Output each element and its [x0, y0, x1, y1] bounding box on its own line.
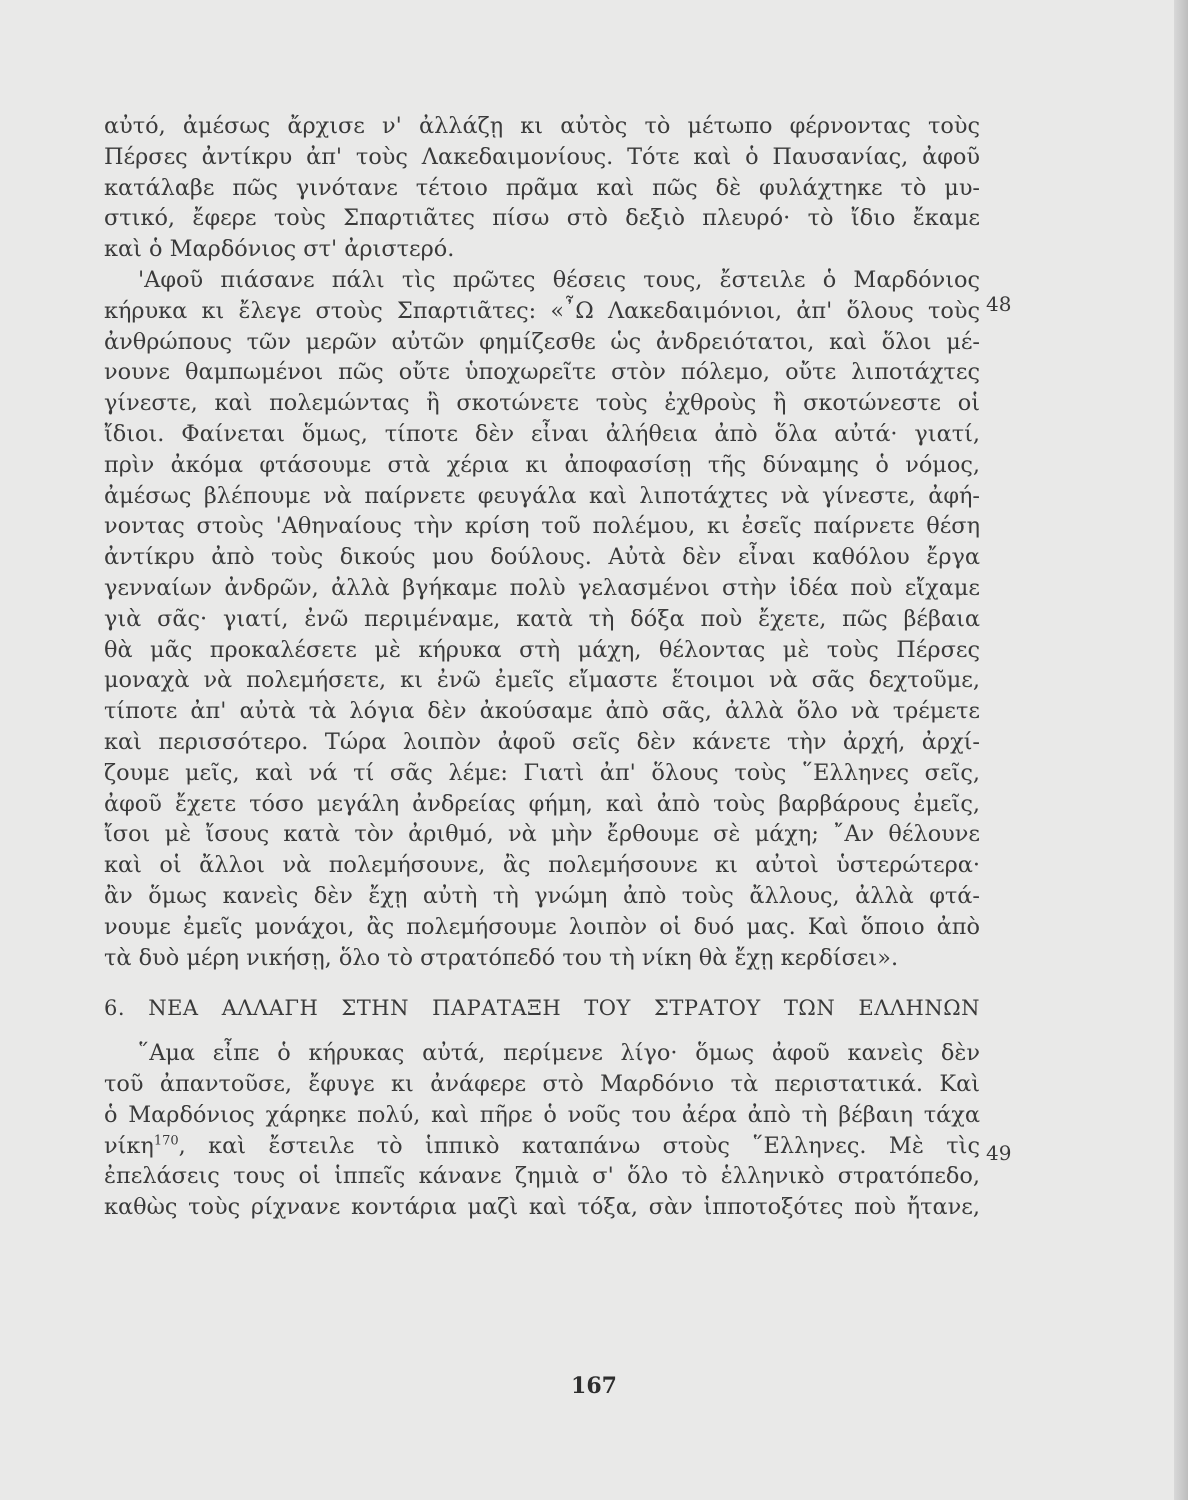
text-line: νουνε θαμπωμένοι πῶς οὔτε ὑποχωρεῖτε στὸν πόλεμο, οὔτε λιποτάχτες — [104, 359, 980, 386]
text-line: στικό, ἔφερε τοὺς Σπαρτιᾶτες πίσω στὸ δεξιὸ πλευρό· τὸ ἴδιο ἔκαμε — [104, 205, 980, 232]
text-line: ἐπελάσεις τους οἱ ἱππεῖς κάνανε ζημιὰ σ' ὅλο τὸ ἑλληνικὸ στρατόπεδο, — [104, 1163, 980, 1190]
text-line: νουμε ἐμεῖς μονάχοι, ἂς πολεμήσουμε λοιπὸν οἱ δυό μας. Καὶ ὅποιο ἀπὸ — [104, 913, 980, 940]
text-line: 'Αφοῦ πιάσανε πάλι τὶς πρῶτες θέσεις τους, ἔστειλε ὁ Μαρδόνιος — [138, 266, 980, 293]
text-line: τίποτε ἀπ' αὐτὰ τὰ λόγια δὲν ἀκούσαμε ἀπὸ σᾶς, ἀλλὰ ὅλο νὰ τρέμετε — [104, 698, 980, 725]
footnote-reference[interactable]: 170 — [153, 1133, 179, 1149]
page-number: 167 — [571, 1373, 617, 1399]
text-line: ζουμε μεῖς, καὶ νά τί σᾶς λέμε: Γιατὶ ἀπ' ὅλους τοὺς ῞Ελληνες σεῖς, — [104, 759, 980, 786]
text-line: ἀφοῦ ἔχετε τόσο μεγάλη ἀνδρείας φήμη, καὶ ἀπὸ τοὺς βαρβάρους ἐμεῖς, — [104, 790, 980, 817]
margin-section-number: 49 — [986, 1141, 1012, 1165]
text-line: ἂν ὅμως κανεὶς δὲν ἔχῃ αὐτὴ τὴ γνώμη ἀπὸ τοὺς ἄλλους, ἀλλὰ φτά- — [104, 882, 980, 909]
text-line: νοντας στοὺς 'Αθηναίους τὴν κρίση τοῦ πολέμου, κι ἐσεῖς παίρνετε θέση — [104, 513, 980, 540]
text-line: ἀνθρώπους τῶν μερῶν αὐτῶν φημίζεσθε ὡς ἀνδρειότατοι, καὶ ὅλοι μέ- — [104, 328, 980, 355]
text-line: γιὰ σᾶς· γιατί, ἐνῶ περιμέναμε, κατὰ τὴ δόξα ποὺ ἔχετε, πῶς βέβαια — [104, 605, 980, 632]
text-line — [104, 1131, 980, 1162]
text-line: καὶ περισσότερο. Τώρα λοιπὸν ἀφοῦ σεῖς δὲν κάνετε τὴν ἀρχή, ἀρχί- — [104, 728, 980, 755]
body-text — [104, 111, 980, 1223]
text-line: τοῦ ἀπαντοῦσε, ἔφυγε κι ἀνάφερε στὸ Μαρδόνιο τὰ περιστατικά. Καὶ — [104, 1070, 980, 1097]
text-line: θὰ μᾶς προκαλέσετε μὲ κήρυκα στὴ μάχη, θέλοντας μὲ τοὺς Πέρσες — [104, 636, 980, 663]
text-line: τὰ δυὸ μέρη νικήσῃ, ὅλο τὸ στρατόπεδό του τὴ νίκη θὰ ἔχῃ κερδίσει». — [104, 944, 899, 971]
text-line: καὶ οἱ ἄλλοι νὰ πολεμήσουνε, ἂς πολεμήσουνε κι αὐτοὶ ὑστερώτερα· — [104, 852, 980, 879]
text-line: Πέρσες ἀντίκρυ ἀπ' τοὺς Λακεδαιμονίους. Τότε καὶ ὁ Παυσανίας, ἀφοῦ — [104, 143, 980, 170]
text-line: αὐτό, ἀμέσως ἄρχισε ν' ἀλλάζῃ κι αὐτὸς τὸ μέτωπο φέρνοντας τοὺς — [104, 113, 980, 139]
text-line: ἴσοι μὲ ἴσους κατὰ τὸν ἀριθμό, νὰ μὴν ἔρθουμε σὲ μάχη; ῎Αν θέλουνε — [104, 821, 980, 848]
text-line: ῞Αμα εἶπε ὁ κήρυκας αὐτά, περίμενε λίγο· ὅμως ἀφοῦ κανεὶς δὲν — [138, 1040, 980, 1067]
text-line: ὁ Μαρδόνιος χάρηκε πολύ, καὶ πῆρε ὁ νοῦς του ἀέρα ἀπὸ τὴ βέβαιη τάχα — [104, 1101, 980, 1128]
text-line: ἀντίκρυ ἀπὸ τοὺς δικούς μου δούλους. Αὐτὰ δὲν εἶναι καθόλου ἔργα — [104, 544, 980, 571]
text-line: κήρυκα κι ἔλεγε στοὺς Σπαρτιᾶτες: «῏Ω Λακεδαιμόνιοι, ἀπ' ὅλους τοὺς — [104, 297, 980, 324]
text-line: γίνεστε, καὶ πολεμώντας ἢ σκοτώνετε τοὺς ἐχθροὺς ἢ σκοτώνεστε οἱ — [104, 390, 980, 417]
section-heading: 6. ΝΕΑ ΑΛΛΑΓΗ ΣΤΗΝ ΠΑΡΑΤΑΞΗ ΤΟΥ ΣΤΡΑΤΟΥ ΤΩΝ ΕΛΛΗΝΩΝ — [104, 996, 980, 1021]
text-fragment: νίκη — [104, 1132, 154, 1159]
margin-section-number: 48 — [986, 292, 1012, 316]
text-line: πρὶν ἀκόμα φτάσουμε στὰ χέρια κι ἀποφασίσῃ τῆς δύναμης ὁ νόμος, — [104, 451, 980, 478]
text-fragment: , καὶ ἔστειλε τὸ ἱππικὸ καταπάνω στοὺς ῞Ελληνες. Μὲ τὶς — [178, 1132, 980, 1159]
text-line: μοναχὰ νὰ πολεμήσετε, κι ἐνῶ ἐμεῖς εἴμαστε ἕτοιμοι νὰ σᾶς δεχτοῦμε, — [104, 667, 980, 694]
text-line: κατάλαβε πῶς γινότανε τέτοιο πρᾶμα καὶ πῶς δὲ φυλάχτηκε τὸ μυ- — [104, 174, 980, 201]
text-line: ἴδιοι. Φαίνεται ὅμως, τίποτε δὲν εἶναι ἀλήθεια ἀπὸ ὅλα αὐτά· γιατί, — [104, 420, 980, 447]
text-line: ἀμέσως βλέπουμε νὰ παίρνετε φευγάλα καὶ λιποτάχτες νὰ γίνεστε, ἀφή- — [104, 482, 980, 509]
text-line: καθὼς τοὺς ρίχνανε κοντάρια μαζὶ καὶ τόξα, σὰν ἱπποτοξότες ποὺ ἤτανε, — [104, 1194, 980, 1221]
page-edge-shadow — [1174, 0, 1188, 1500]
text-line: γενναίων ἀνδρῶν, ἀλλὰ βγήκαμε πολὺ γελασμένοι στὴν ἰδέα ποὺ εἴχαμε — [104, 574, 980, 601]
text-line: καὶ ὁ Μαρδόνιος στ' ἀριστερό. — [104, 236, 455, 263]
